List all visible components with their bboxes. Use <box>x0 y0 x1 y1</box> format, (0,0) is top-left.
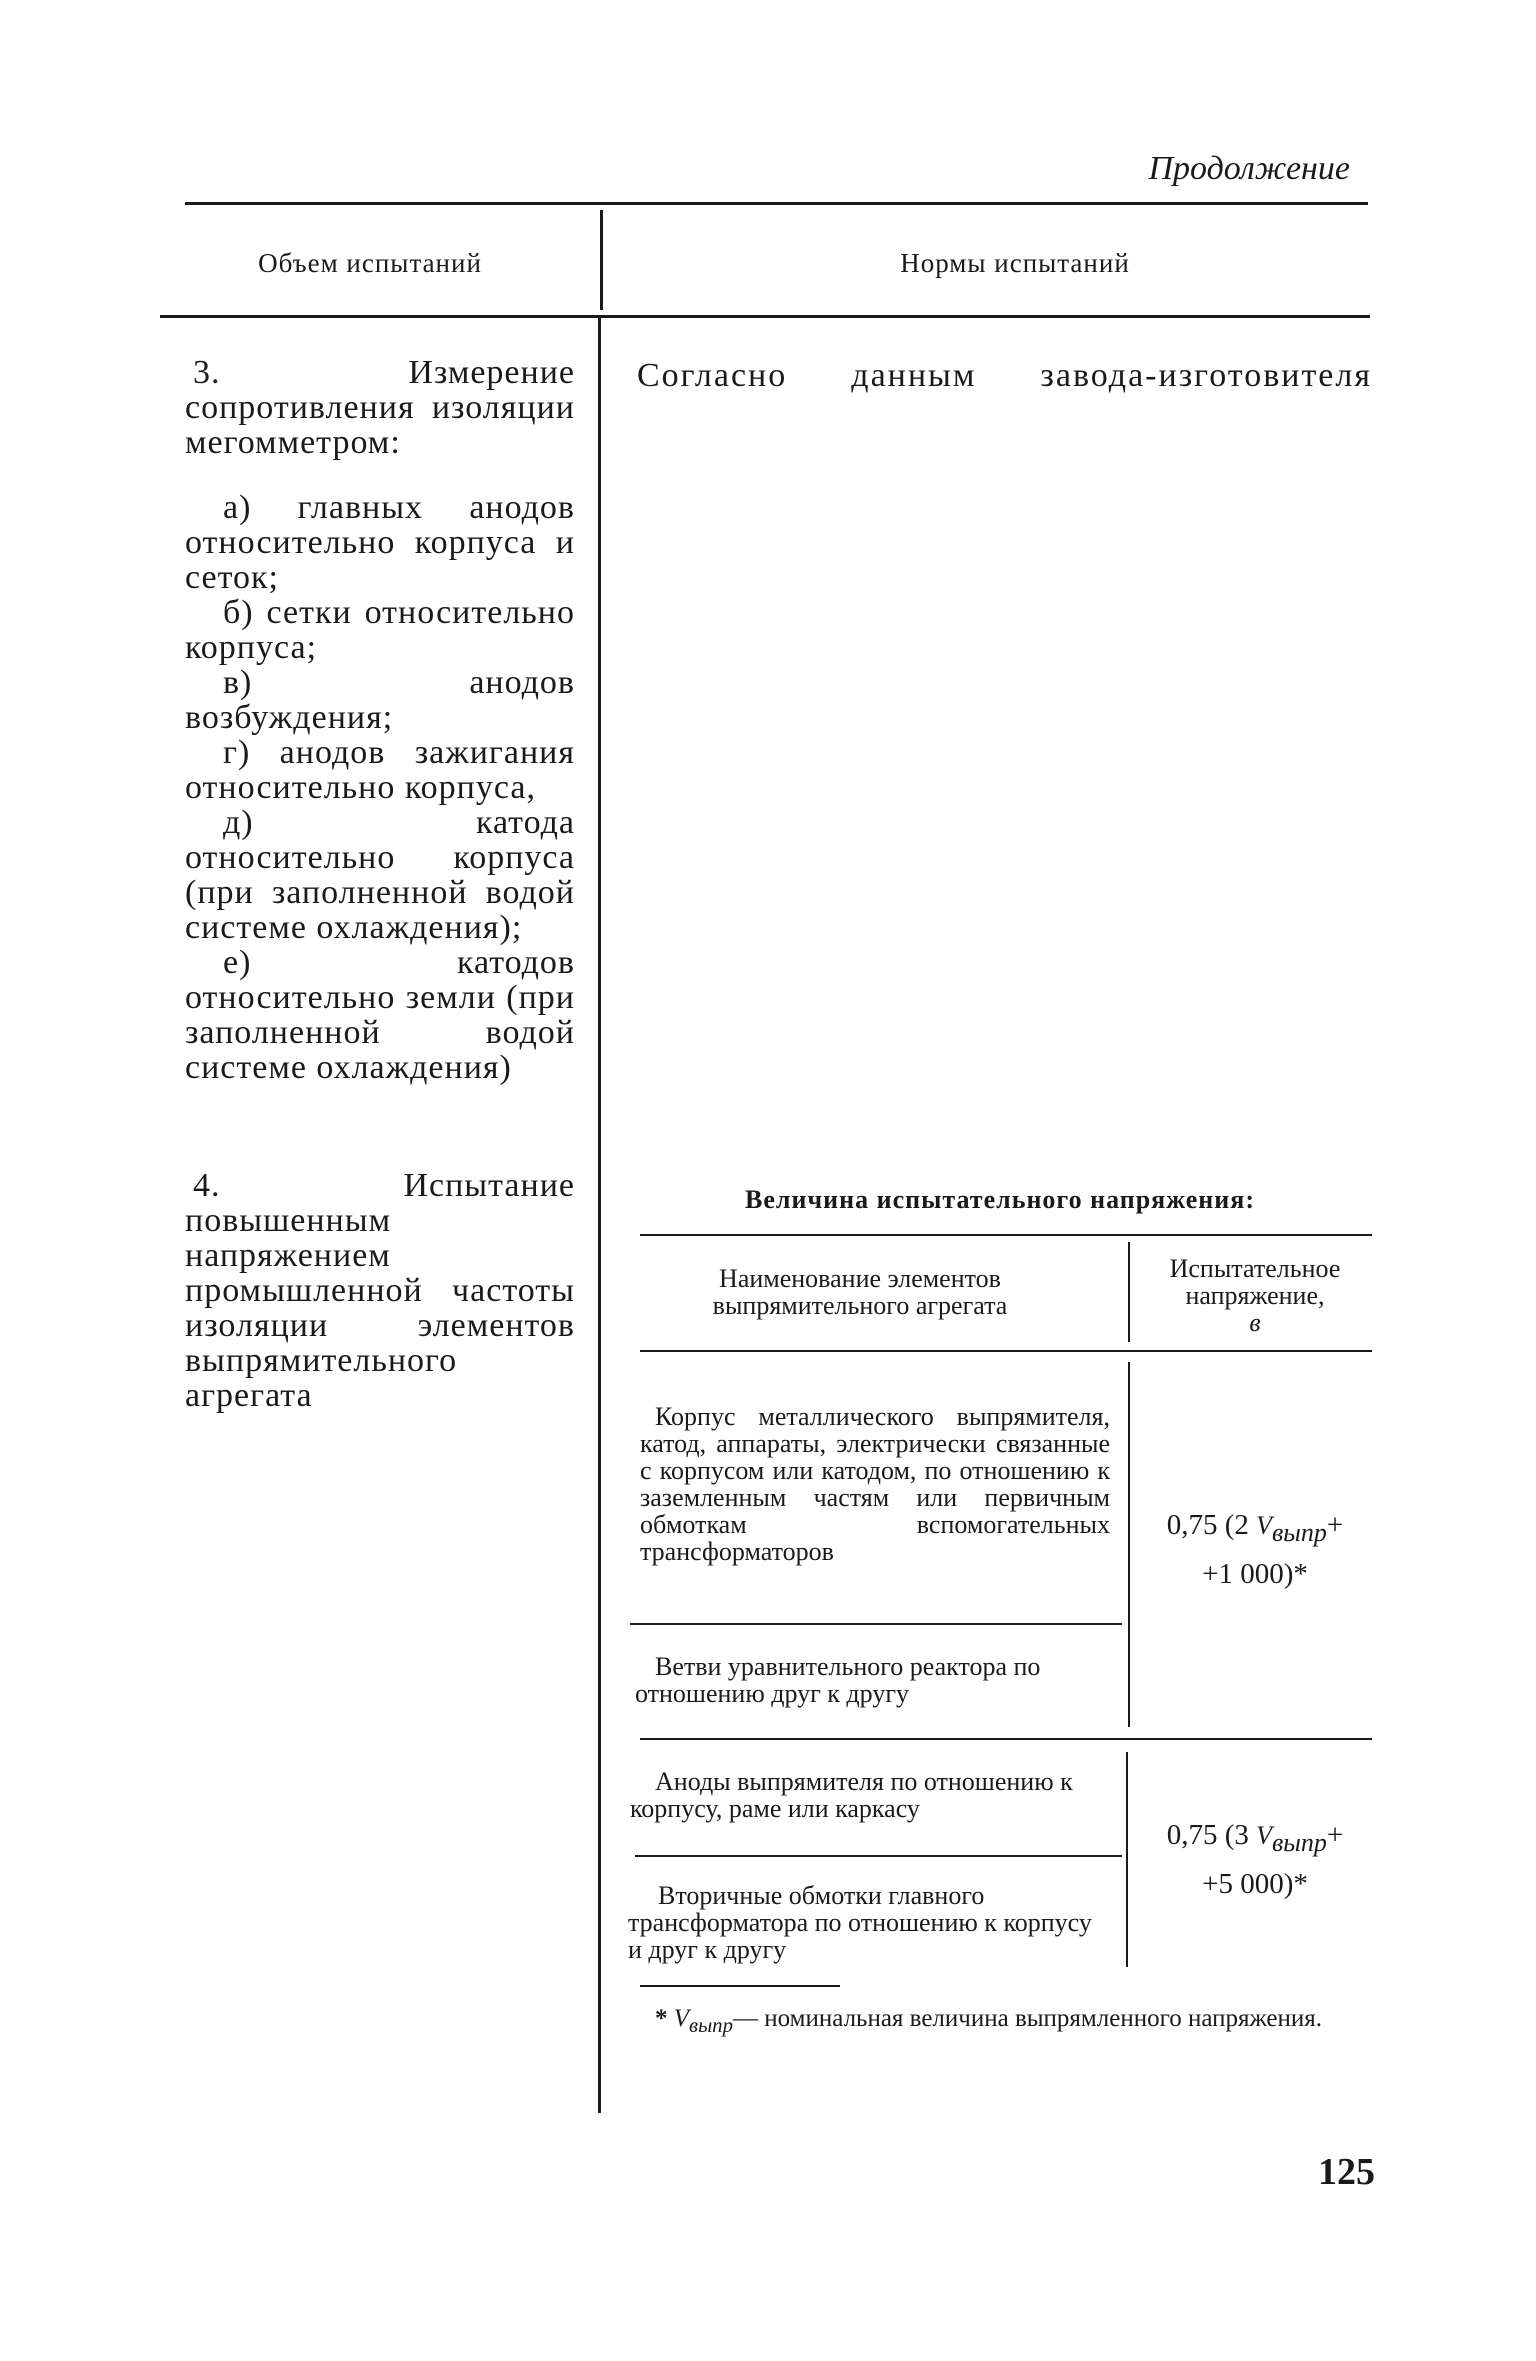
voltage-table-col-voltage-label: Испытательное напряжение, <box>1169 1254 1341 1310</box>
voltage-table-row-anodes: Аноды выпрямителя по отношению к корпусу, раме или каркасу <box>630 1767 1073 1823</box>
voltage-table-caption: Величина испытательного напряжения: <box>745 1185 1255 1214</box>
voltage-table-group2-divider <box>1126 1752 1128 1967</box>
item3-subitem-f: е) катодов относительно земли (при заполненной водой системе охлаждения) <box>185 944 575 1086</box>
voltage-table-row-separator-1 <box>630 1623 1122 1625</box>
item3-section <box>185 355 575 1085</box>
item3-subitem-e: д) катода относительно корпуса (при заполненной водой системе охлаждения); <box>185 804 575 946</box>
voltage-table-formula-1: 0,75 (2 $V_{выпр}+$ +1 000)* <box>1166 1509 1344 1590</box>
footnote-rule <box>640 1985 840 1987</box>
voltage-table-formula-2: 0,75 (3 $V_{выпр}+$ +5 000)* <box>1166 1819 1344 1900</box>
header-col-norms: Нормы испытаний <box>900 248 1130 278</box>
voltage-table-header-rule <box>640 1350 1372 1352</box>
main-column-divider <box>598 318 601 2113</box>
item3-title: 3. Измерение сопротивления изоляции мегомметром: <box>185 354 575 461</box>
voltage-table-row-separator-2 <box>635 1855 1122 1857</box>
item3-subitem-b: б) сетки относительно корпуса; <box>185 594 575 666</box>
item3-subitem-a: а) главных анодов относительно корпуса и сеток; <box>185 489 575 596</box>
page-number: 125 <box>1318 2151 1375 2193</box>
item4-title: 4. Испытание повышенным напряжением промышленной частоты изоляции элементов выпрямительного агрегата <box>185 1167 575 1414</box>
voltage-table-top-rule <box>640 1234 1372 1236</box>
item3-subitem-c: в) анодов возбуждения; <box>185 664 575 736</box>
header-bottom-rule <box>160 315 1370 318</box>
voltage-table-group-rule <box>640 1738 1372 1740</box>
voltage-table-col-voltage-unit: в <box>1249 1308 1261 1337</box>
voltage-table-row-reactor: Ветви уравнительного реактора по отношению друг к другу <box>635 1652 1041 1708</box>
item3-subitem-d: г) анодов зажигания относительно корпуса, <box>185 734 575 806</box>
header-col-volume: Объем испытаний <box>258 248 482 278</box>
voltage-table-row-secondary: Вторичные обмотки главного трансформатора по отношению к корпусу и друг к другу <box>628 1881 1092 1964</box>
item3-norm: Согласно данным завода-изготовителя <box>637 357 1372 394</box>
voltage-table-header-divider <box>1128 1242 1130 1342</box>
header-column-divider <box>600 210 603 310</box>
voltage-table-group1-divider <box>1128 1362 1130 1727</box>
voltage-table-col-voltage <box>1145 1255 1365 1336</box>
continuation-label: Продолжение <box>1148 150 1350 187</box>
voltage-table-row-housing: Корпус металлического выпрямителя, катод, аппараты, электрически связанные с корпусом или катодом, по отношению к заземленным частям или первичным обмоткам вспомогательных трансформаторов <box>640 1402 1110 1566</box>
header-top-rule <box>185 202 1368 205</box>
footnote: * $V_{выпр}—$ номинальная величина выпрямленного напряжения. <box>655 2005 1323 2037</box>
voltage-table-col-elements: Наименование элементов выпрямительного агрегата <box>712 1264 1008 1320</box>
